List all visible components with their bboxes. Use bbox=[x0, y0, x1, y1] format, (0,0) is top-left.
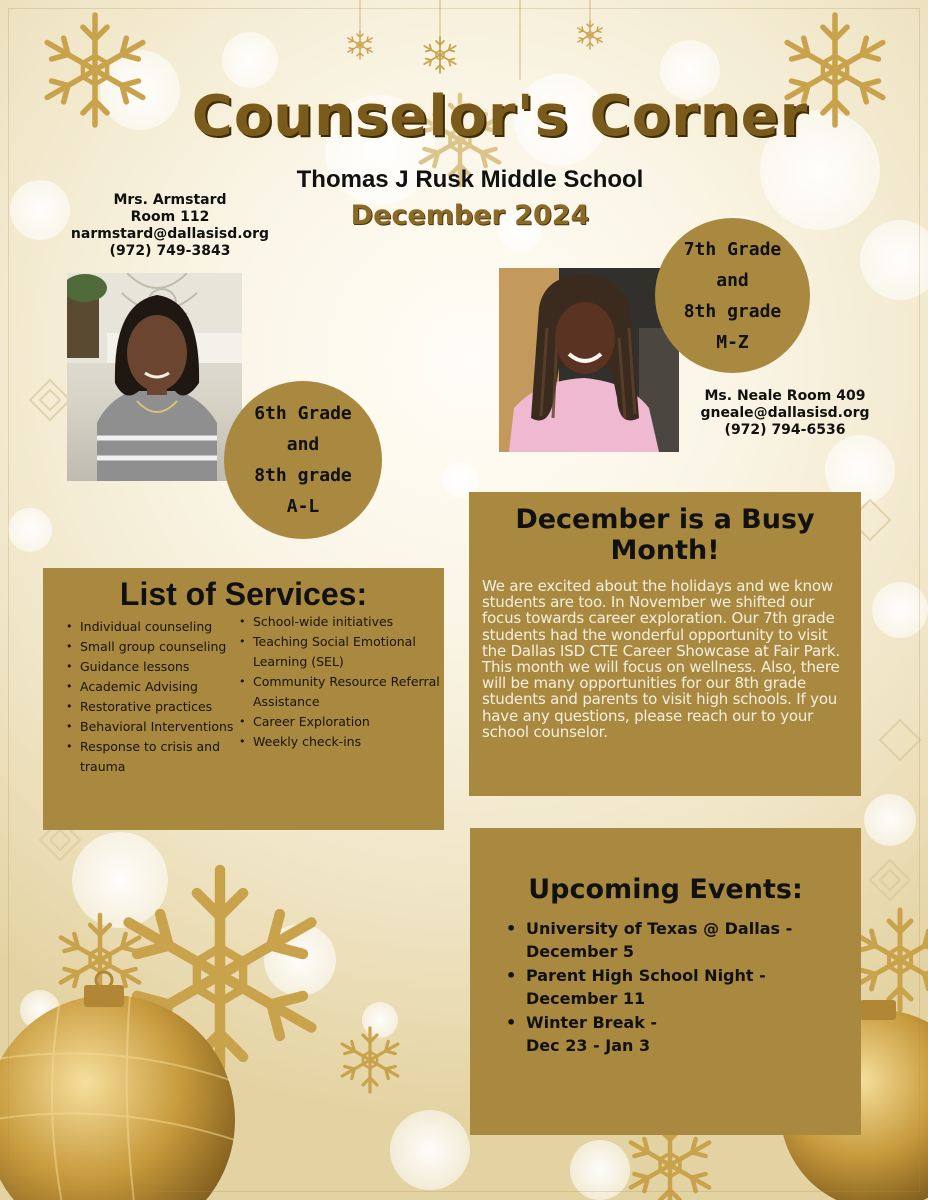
grade-line: 8th grade bbox=[683, 300, 782, 322]
events-list bbox=[506, 917, 856, 1058]
grade-line: 6th Grade bbox=[254, 403, 352, 424]
services-list-right bbox=[237, 612, 442, 752]
counselor-email[interactable]: narmstard@dallasisd.org bbox=[70, 226, 270, 242]
list-item: • Career Exploration bbox=[237, 712, 442, 732]
newsletter-month: December 2024 bbox=[350, 200, 590, 231]
grade-badge-7th-8th-m-z bbox=[655, 218, 810, 373]
event-item bbox=[506, 917, 856, 963]
event-item bbox=[506, 964, 856, 1010]
services-list-left bbox=[64, 617, 264, 777]
counselor-armstard-contact bbox=[50, 192, 290, 260]
services-title: List of Services: bbox=[119, 576, 368, 612]
grade-line: M-Z bbox=[716, 331, 749, 353]
counselor-email[interactable]: gneale@dallasisd.org bbox=[700, 405, 870, 421]
list-item: • Weekly check-ins bbox=[237, 732, 442, 752]
event-item bbox=[506, 1011, 856, 1057]
grade-badge-6th-8th-a-l bbox=[224, 381, 382, 539]
counselor-phone: (972) 749-3843 bbox=[109, 243, 231, 259]
events-title: Upcoming Events: bbox=[528, 874, 803, 905]
busy-month-box bbox=[469, 492, 861, 796]
counselor-armstard-photo bbox=[67, 273, 242, 481]
list-item: • Academic Advising bbox=[64, 677, 264, 697]
list-item: • Small group counseling bbox=[64, 637, 264, 657]
upcoming-events-box bbox=[470, 828, 861, 1135]
grade-line: and bbox=[716, 269, 749, 291]
page-title: Counselor's Corner bbox=[191, 84, 809, 149]
grade-line: A-L bbox=[286, 496, 320, 517]
list-item: • Response to crisis and trauma bbox=[64, 737, 264, 777]
services-box bbox=[43, 568, 444, 830]
list-item: • Guidance lessons bbox=[64, 657, 264, 677]
event-name: Winter Break - bbox=[526, 1013, 658, 1032]
event-date: Dec 23 - Jan 3 bbox=[526, 1036, 651, 1055]
list-item: • School-wide initiatives bbox=[237, 612, 442, 632]
list-item: • Individual counseling bbox=[64, 617, 264, 637]
list-item: • Community Resource Referral Assistance bbox=[237, 672, 442, 712]
event-name: University of Texas @ Dallas - bbox=[526, 919, 793, 938]
list-item: • Teaching Social Emotional Learning (SEL) bbox=[237, 632, 442, 672]
event-date: December 11 bbox=[526, 989, 646, 1008]
counselor-name-room: Ms. Neale Room 409 bbox=[704, 388, 866, 404]
counselor-room: Room 112 bbox=[130, 209, 210, 225]
school-name: Thomas J Rusk Middle School bbox=[296, 166, 644, 193]
counselor-neale-contact bbox=[680, 388, 890, 439]
busy-month-title: December is a Busy Month! bbox=[515, 504, 815, 566]
event-name: Parent High School Night - bbox=[526, 966, 766, 985]
grade-line: and bbox=[286, 434, 320, 455]
counselor-name: Mrs. Armstard bbox=[113, 192, 227, 208]
counselor-phone: (972) 794-6536 bbox=[724, 422, 846, 438]
event-date: December 5 bbox=[526, 942, 635, 961]
busy-month-body: We are excited about the holidays and we know students are too. In November we shifted our focus towards career exploration. Our 7th grade students had the wonderful opportunity to visit the Dallas ISD CTE Career Showcase at Fair Park. This month we will focus on wellness. Also, there will be many opportunities for our 8th grade students and parents to visit high schools. If you have any questions, please reach our to your school counselor. bbox=[482, 577, 840, 741]
grade-line: 7th Grade bbox=[683, 238, 782, 260]
list-item: • Restorative practices bbox=[64, 697, 264, 717]
list-item: • Behavioral Interventions bbox=[64, 717, 264, 737]
counselor-neale-photo bbox=[499, 268, 679, 452]
grade-line: 8th grade bbox=[254, 465, 352, 486]
